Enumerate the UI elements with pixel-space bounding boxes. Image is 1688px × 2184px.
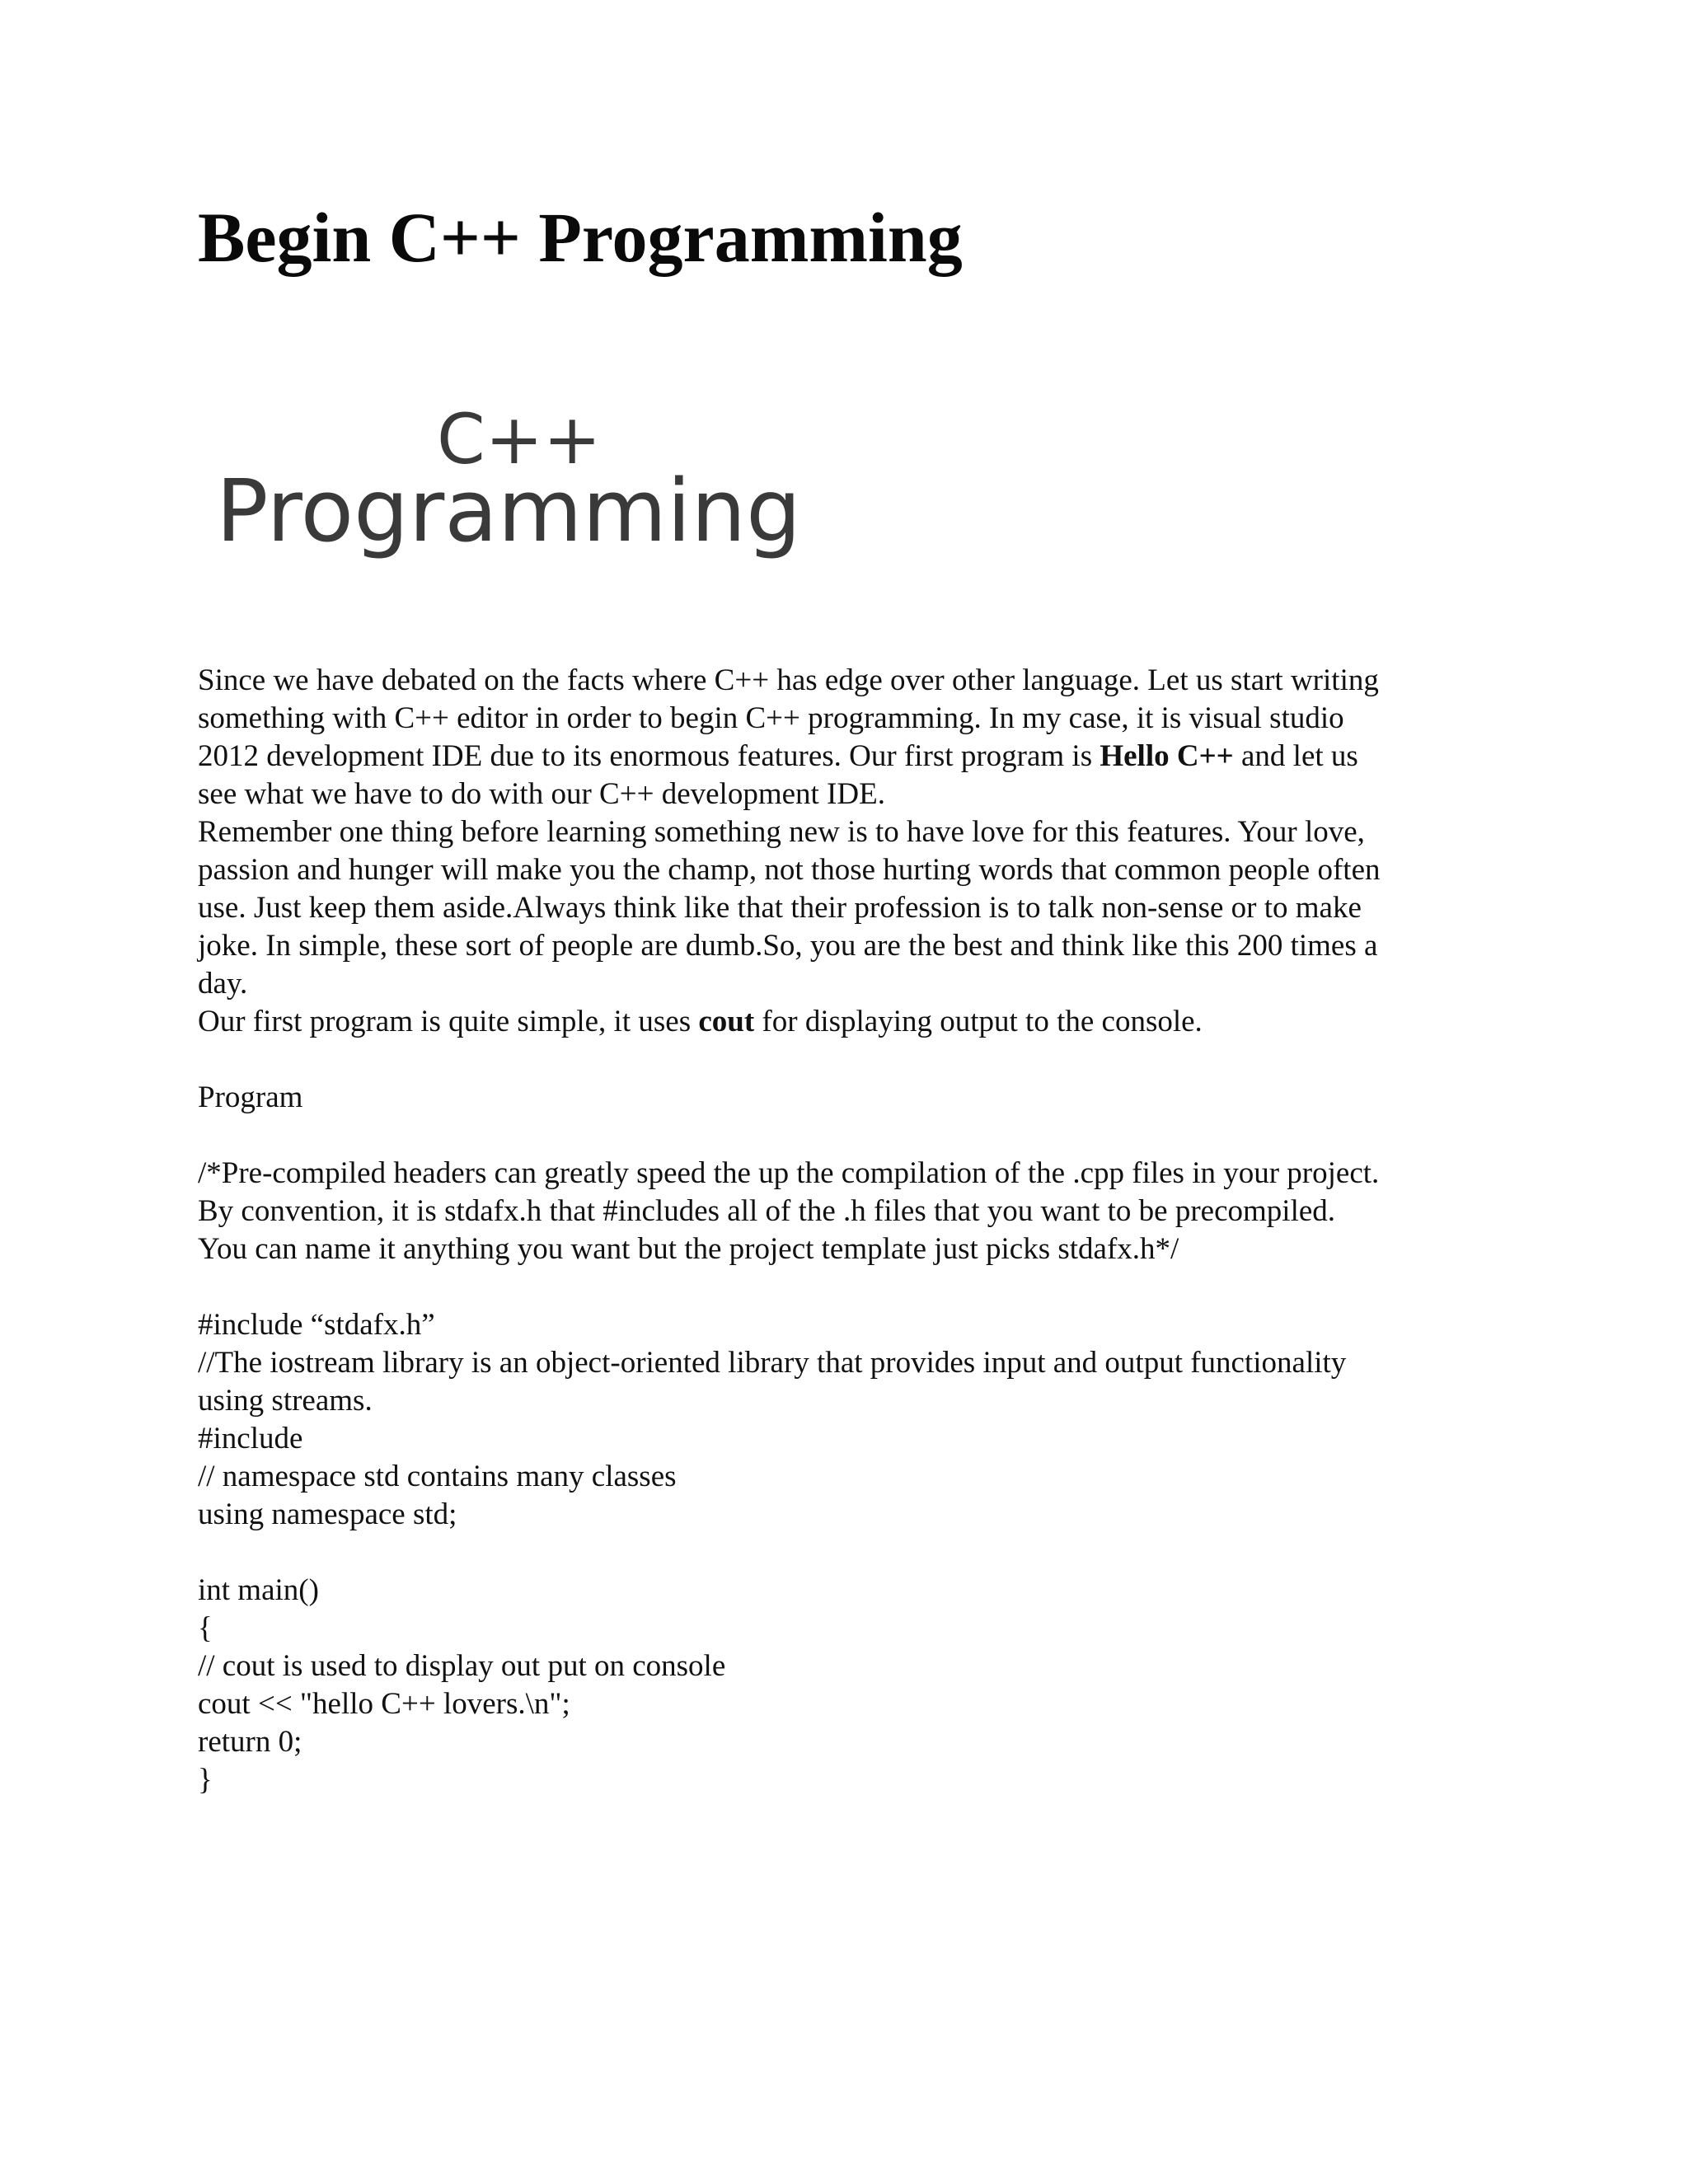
text-line: something with C++ editor in order to begin C++ programming. In my case, it is visual studio — [198, 701, 1344, 735]
code-line: By convention, it is stdafx.h that #includes all of the .h files that you want to be precompiled. — [198, 1194, 1336, 1228]
intro-paragraph — [198, 662, 1484, 1041]
code-line: using streams. — [198, 1384, 373, 1418]
bold-term-hello-cpp: Hello C++ — [1100, 739, 1234, 773]
code-line: You can name it anything you want but the project template just picks stdafx.h*/ — [198, 1232, 1179, 1266]
bold-term-cout: cout — [698, 1005, 755, 1038]
code-comment-block — [198, 1155, 1484, 1268]
program-label — [198, 1079, 1484, 1117]
code-line: #include — [198, 1422, 303, 1455]
code-line: // namespace std contains many classes — [198, 1460, 677, 1493]
code-line: //The iostream library is an object-oriented library that provides input and output functionality — [198, 1346, 1347, 1380]
text-segment: Our first program is quite simple, it uses — [198, 1005, 699, 1038]
text-line: day. — [198, 967, 248, 1001]
text-line: see what we have to do with our C++ development IDE. — [198, 777, 885, 811]
code-line: #include “stdafx.h” — [198, 1308, 435, 1342]
text-line: joke. In simple, these sort of people are dumb.So, you are the best and think like this 200 times a — [198, 929, 1378, 963]
cpp-programming-logo — [216, 396, 826, 585]
code-line: /*Pre-compiled headers can greatly speed the up the compilation of the .cpp files in your project. — [198, 1156, 1380, 1190]
text-segment: and let us — [1233, 739, 1358, 773]
logo-text-cpp: C++ — [437, 399, 602, 480]
text-line — [198, 738, 1484, 776]
code-line: int main() — [198, 1573, 319, 1607]
code-line: { — [198, 1611, 213, 1645]
text-line: passion and hunger will make you the champ, not those hurting words that common people often — [198, 853, 1381, 887]
code-line: } — [198, 1763, 213, 1797]
text-segment: 2012 development IDE due to its enormous features. Our first program is — [198, 739, 1100, 773]
code-line: return 0; — [198, 1725, 302, 1759]
code-main-block — [198, 1572, 1484, 1799]
text-line: Since we have debated on the facts where C++ has edge over other language. Let us start writing — [198, 663, 1379, 697]
text-line: Remember one thing before learning something new is to have love for this features. Your love, — [198, 815, 1365, 849]
logo-text-programming: Programming — [216, 461, 801, 561]
text-line — [198, 1003, 1484, 1041]
code-line: // cout is used to display out put on console — [198, 1649, 726, 1683]
text-line: use. Just keep them aside.Always think like that their profession is to talk non-sense or to make — [198, 891, 1362, 925]
text-line: Program — [198, 1080, 303, 1114]
code-line: cout << "hello C++ lovers.\n"; — [198, 1687, 570, 1721]
page-title: Begin C++ Programming — [198, 198, 963, 277]
code-includes-block — [198, 1306, 1484, 1534]
text-segment: for displaying output to the console. — [754, 1005, 1203, 1038]
code-line: using namespace std; — [198, 1497, 457, 1531]
